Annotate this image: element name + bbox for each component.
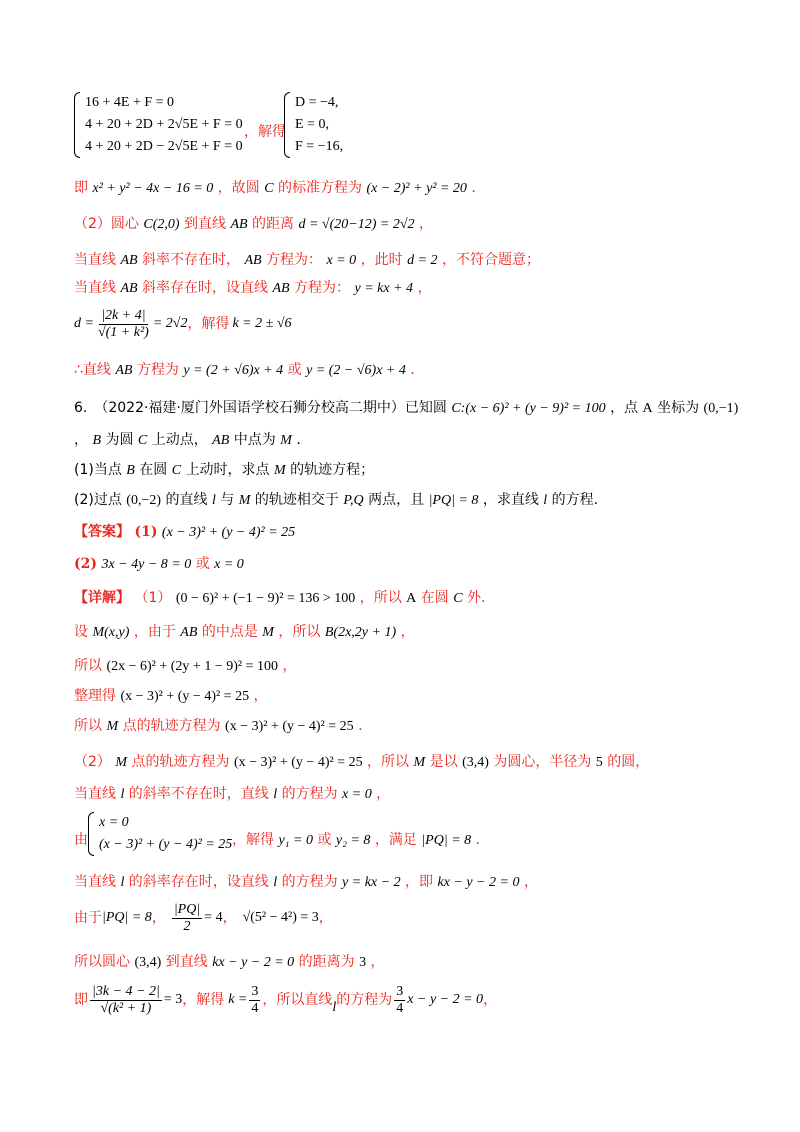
slope-line-case: 当直线 l 的斜率存在时，设直线 l 的方程为 y = kx − 2 ，即 kx − y − 2 = 0 ， [74,874,538,890]
answer-label: 【答案】 [74,524,130,540]
sys1-row-3: 4 + 20 + 2D − 2√5E + F = 0 [85,139,243,154]
vertical-line-case: 当直线 l 的斜率不存在时，直线 l 的方程为 x = 0 ， [74,786,391,802]
sys1-row-1: 16 + 4E + F = 0 [85,95,175,110]
answer-line2: (2) 3x − 4y − 8 = 0 或 x = 0 [74,556,244,572]
slope-undefined-line: 当直线 AB 斜率不存在时， AB 方程为： x = 0 ，此时 d = 2 ，不符合题意； [74,252,540,268]
substitution-line: 所以 (2x − 6)² + (2y + 1 − 9)² = 100 ， [74,658,297,674]
line-coefficient-fraction: $\frac{3}{4}$ [396,984,404,1016]
locus-line: 所以 M 点的轨迹方程为 (x − 3)² + (y − 4)² = 25 . [74,718,363,734]
equation-system-2 [284,92,343,158]
sys2-row-2: E = 0, [295,117,329,132]
sys1-row-2: 4 + 20 + 2D + 2√5E + F = 0 [85,117,243,132]
standard-equation-line: 即 x² + y² − 4x − 16 = 0 ，故圆 C 的标准方程为 (x − 2)² + y² = 20 . [74,180,476,196]
final-distance-fraction: $\frac{|3k - 4 - 2|}{\text{√(k² + 1)}}$ [92,984,160,1016]
part2-circle-line: （2） M 点的轨迹方程为 (x − 3)² + (y − 4)² = 25 ，所以 M 是以 (3,4) 为圆心，半径为 5 的圆， [74,754,650,770]
distance-formula-line: d = $\frac{|2k + 4|}{\text{√(1 + k²)}}$ = 2√2 ，解得 k = 2 ± √6 [74,308,292,340]
center-distance-line: 所以圆心 (3,4) 到直线 kx − y − 2 = 0 的距离为 3 ， [74,954,385,970]
slope-exists-line: 当直线 AB 斜率存在时，设直线 AB 方程为： y = kx + 4 ， [74,280,432,296]
conclusion-line: ∴直线 AB 方程为 y = (2 + √6)x + 4 或 y = (2 − √6)x + 4 . [74,362,415,378]
sys2-row-1: D = −4, [295,95,339,110]
problem6-line2: ， B 为圆 C 上动点， AB 中点为 M . [74,432,301,448]
sys3-row-1: x = 0 [99,815,129,830]
by-label: 由 [74,832,88,848]
half-chord-fraction: $\frac{|PQ|}{2}$ [173,902,201,934]
answer-line1: 【答案】 (1) (x − 3)² + (y − 4)² = 25 [74,524,296,540]
problem6-question1: (1)当点 B 在圆 C 上动时，求点 M 的轨迹方程； [74,462,375,478]
equation-system-3 [88,812,232,856]
half-chord-line: 由于 |PQ| = 8 ， $\frac{|PQ|}{2}$ = 4 ， √(5² − 4²) = 3 ， [74,902,333,934]
set-M-line: 设 M(x,y) ，由于 AB 的中点是 M ，所以 B(2x,2y + 1) ， [74,624,415,640]
solve-label: ，解得 [244,124,286,140]
final-line: 即 $\frac{|3k - 4 - 2|}{\text{√(k² + 1)}}$ = 3 ，解得 k = $\frac{3}{4}$ ，所以直线 l 的方程为 $\frac{3}{4}$ x − y − 2 = 0 ， [74,984,498,1016]
vertical-solution: ，解得 y₁ = 0 或 y₂ = 8 ，满足 |PQ| = 8 . [232,832,481,848]
slope-fraction: $\frac{3}{4}$ [251,984,259,1016]
distance-fraction: $\frac{|2k + 4|}{\text{√(1 + k²)}}$ [97,308,149,340]
problem6-line1: 6. （2022·福建·厦门外国语学校石狮分校高二期中）已知圆 C:(x − 6)² + (y − 9)² = 100 ，点 A 坐标为 (0,−1) [74,400,739,416]
sys3-row-2: (x − 3)² + (y − 4)² = 25 [99,837,233,852]
equation-system-1 [74,92,243,158]
detail-label: 【详解】 [74,590,130,606]
detail-line1: 【详解】 （1） (0 − 6)² + (−1 − 9)² = 136 > 100 ，所以 A 在圆 C 外. [74,590,486,606]
sys2-row-3: F = −16, [295,139,344,154]
problem6-question2: (2)过点 (0,−2) 的直线 l 与 M 的轨迹相交于 P,Q 两点，且 |PQ| = 8 ，求直线 l 的方程. [74,492,599,508]
simplified-line: 整理得 (x − 3)² + (y − 4)² = 25 ， [74,688,268,704]
part2-distance-line: （2）圆心 C(2,0) 到直线 AB 的距离 d = √(20−12) = 2√2 ， [74,216,433,232]
